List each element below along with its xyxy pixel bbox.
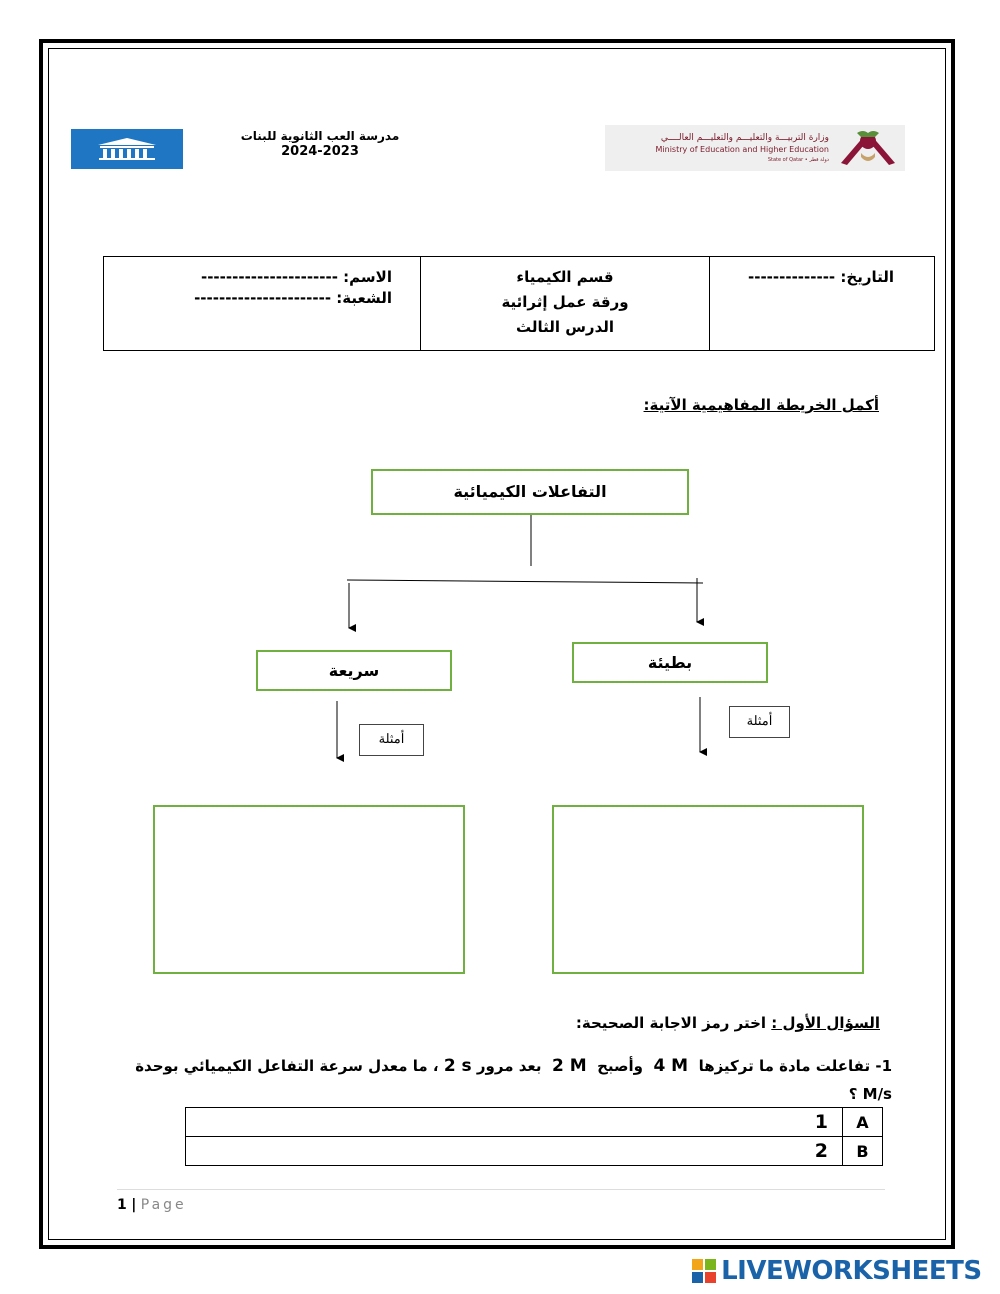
question1-prompt: اختر رمز الاجابة الصحيحة: bbox=[575, 1014, 767, 1032]
root-concept-box bbox=[371, 469, 689, 515]
fast-examples-note: أمثلة bbox=[359, 724, 424, 756]
department-label: قسم الكيمياء bbox=[516, 268, 614, 286]
q-time: 2 s bbox=[443, 1056, 472, 1076]
question1-title: السؤال الأول : bbox=[771, 1014, 880, 1032]
option-b-letter[interactable]: B bbox=[843, 1137, 883, 1166]
liveworksheets-text: LIVEWORKSHEETS bbox=[721, 1256, 982, 1286]
slow-examples-note: أمثلة bbox=[729, 706, 790, 738]
page-footer bbox=[117, 1197, 187, 1213]
worksheet-label: ورقة عمل إثرائية bbox=[501, 293, 629, 311]
q-text-mid2: بعد مرور bbox=[476, 1057, 542, 1075]
fast-reactions-box bbox=[256, 650, 452, 691]
lesson-label: الدرس الثالث bbox=[515, 318, 615, 336]
school-year: 2024-2023 bbox=[281, 144, 359, 159]
q-text-start: 1- تفاعلت مادة ما تركيزها bbox=[698, 1057, 892, 1075]
instruction-heading: أكمل الخريطة المفاهيمية الآتية: bbox=[643, 396, 879, 414]
q-text-mid3: ، ما معدل سرعة التفاعل الكيميائي بوحدة bbox=[135, 1057, 439, 1075]
section-field[interactable]: الشعبة: ---------------------- bbox=[194, 289, 392, 307]
slow-examples-answer-box[interactable] bbox=[552, 805, 864, 974]
option-row-a[interactable] bbox=[186, 1108, 883, 1137]
root-concept-label: التفاعلات الكيميائية bbox=[453, 482, 607, 501]
slow-reactions-box bbox=[572, 642, 768, 683]
name-field[interactable]: الاسم: ---------------------- bbox=[200, 268, 392, 286]
question1-heading bbox=[576, 1014, 880, 1032]
state-name: State of Qatar • دولة قطر bbox=[767, 157, 829, 163]
fast-examples-answer-box[interactable] bbox=[153, 805, 465, 974]
school-name: مدرسة العب الثانوية للبنات bbox=[240, 129, 400, 143]
liveworksheets-brand bbox=[692, 1256, 982, 1286]
answer-options-table bbox=[185, 1107, 883, 1166]
page-word: Page bbox=[140, 1197, 187, 1213]
q-initial-concentration: 4 M bbox=[653, 1056, 689, 1076]
page-number: 1 bbox=[117, 1197, 127, 1213]
ministry-name-ar: وزارة التربيـــة والتعليـــم والتعليـــم العالــــي bbox=[660, 133, 829, 143]
option-a-letter[interactable]: A bbox=[843, 1108, 883, 1137]
slow-reactions-label: بطيئة bbox=[647, 653, 693, 672]
q-text-mid1: وأصبح bbox=[597, 1057, 643, 1075]
option-a-value[interactable]: 1 bbox=[186, 1108, 843, 1137]
date-field[interactable]: التاريخ: -------------- bbox=[748, 268, 894, 286]
liveworksheets-logo-icon bbox=[692, 1259, 716, 1283]
branch-line bbox=[347, 580, 703, 583]
option-b-value[interactable]: 2 bbox=[186, 1137, 843, 1166]
q-unit: M/s bbox=[862, 1085, 892, 1103]
q-final-concentration: 2 M bbox=[551, 1056, 587, 1076]
question1-text bbox=[132, 1052, 892, 1108]
q-text-end: ؟ bbox=[848, 1085, 858, 1103]
option-row-b[interactable] bbox=[186, 1137, 883, 1166]
page-separator: | bbox=[131, 1197, 137, 1213]
footer-divider bbox=[117, 1189, 885, 1190]
fast-reactions-label: سريعة bbox=[328, 661, 380, 680]
ministry-name-en: Ministry of Education and Higher Education bbox=[655, 145, 829, 154]
